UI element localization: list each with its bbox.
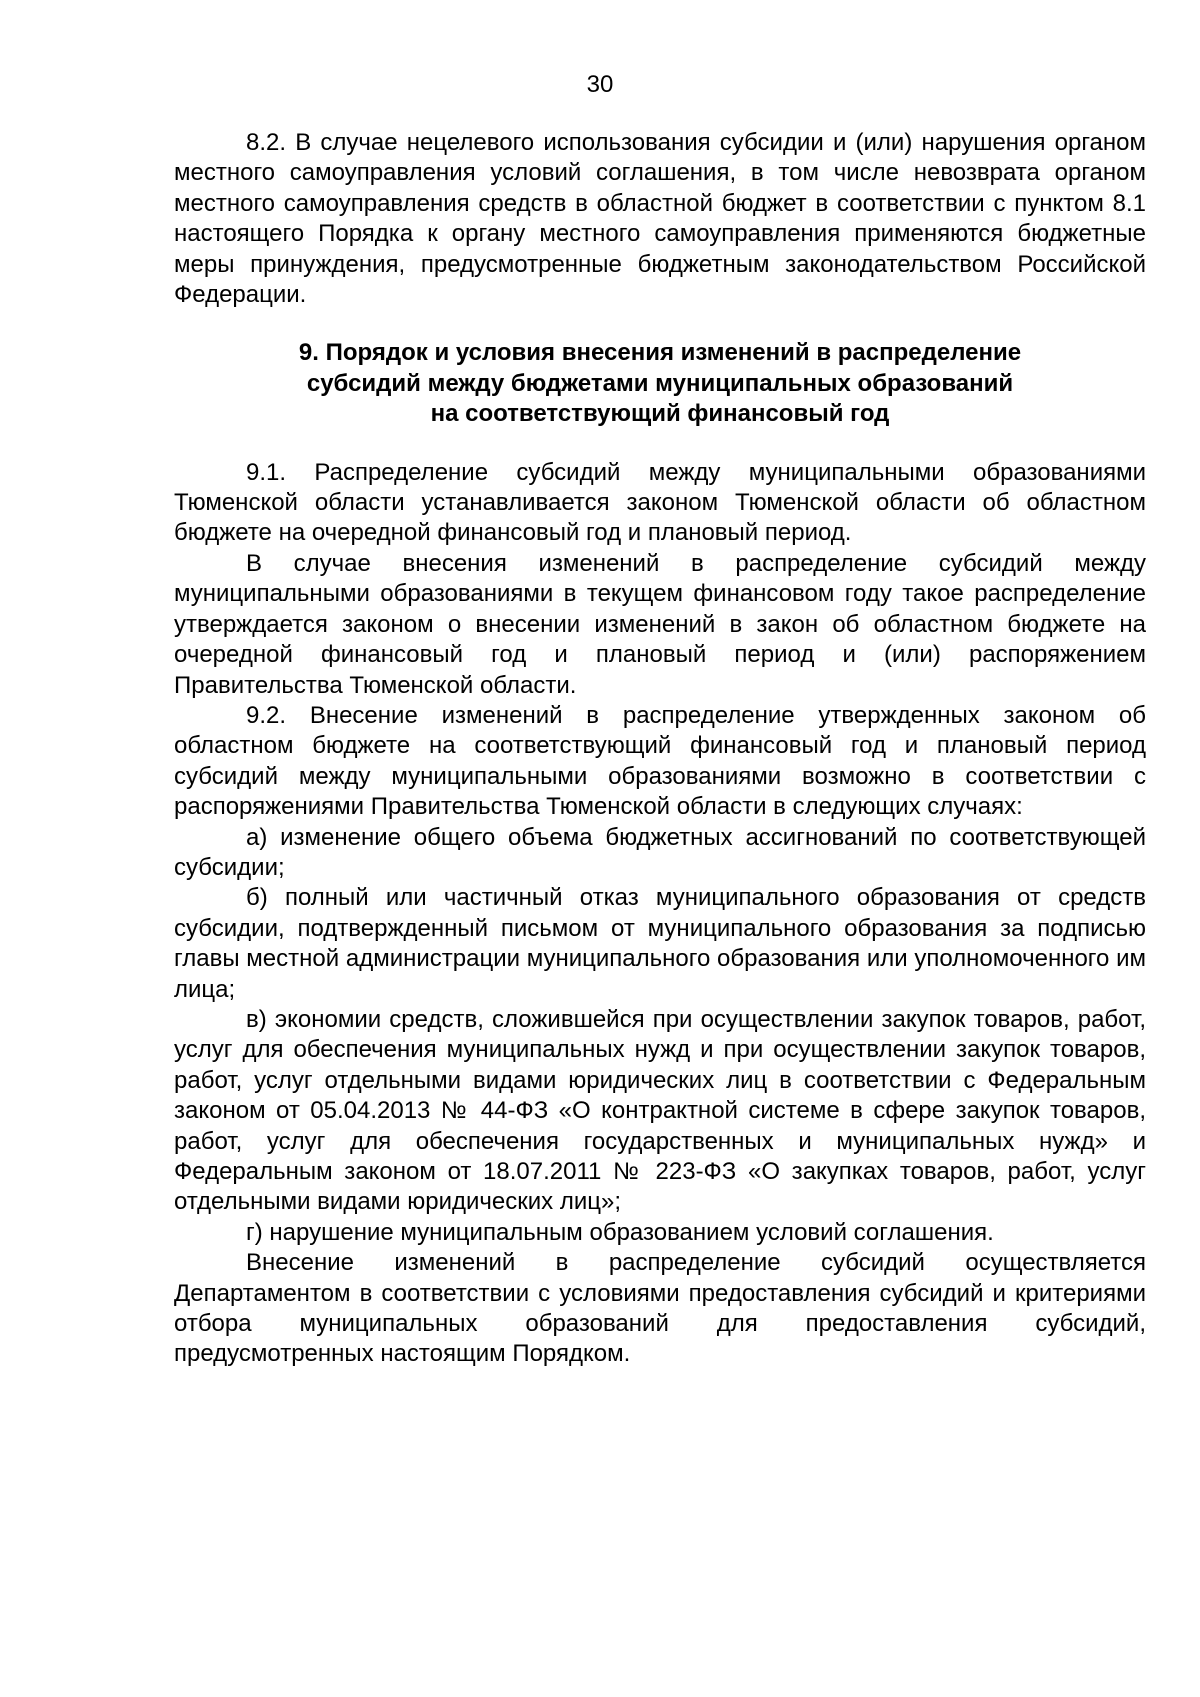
- list-item-v: в) экономии средств, сложившейся при осуществлении закупок товаров, работ, услуг для обеспечения муниципальных нужд и при осуществлении закупок товаров, работ, услуг отдельными видами юридических лиц в соответствии с Федеральным законом от 05.04.2013 № 44-ФЗ «О контрактной системе в сфере закупок товаров, работ, услуг для обеспечения государственных и муниципальных нужд» и Федеральным законом от 18.07.2011 № 223-ФЗ «О закупках товаров, работ, услуг отдельными видами юридических лиц»;: [174, 1005, 1146, 1216]
- document-body: [174, 128, 1146, 1370]
- paragraph-9-2: 9.2. Внесение изменений в распределение утвержденных законом об областном бюджете на соответствующий финансовый год и плановый период субсидий между муниципальными образованиями возможно в соответствии с распоряжениями Правительства Тюменской области в следующих случаях:: [174, 701, 1146, 821]
- paragraph-final: Внесение изменений в распределение субсидий осуществляется Департаментом в соответствии с условиями предоставления субсидий и критериями отбора муниципальных образований для предоставления субсидий, предусмотренных настоящим Порядком.: [174, 1249, 1146, 1368]
- list-item-g: г) нарушение муниципальным образованием условий соглашения.: [246, 1218, 994, 1246]
- paragraph-8-2: 8.2. В случае нецелевого использования субсидии и (или) нарушения органом местного самоуправления условий соглашения, в том числе невозврата органом местного самоуправления средств в областной бюджет в соответствии с пунктом 8.1 настоящего Порядка к органу местного самоуправления применяются бюджетные меры принуждения, предусмотренные бюджетным законодательством Российской Федерации.: [174, 129, 1146, 309]
- section-heading-line: субсидий между бюджетами муниципальных образований: [306, 369, 1014, 397]
- paragraph-9-1-changes: В случае внесения изменений в распределение субсидий между муниципальными образованиями в текущем финансовом году такое распределение утверждается законом о внесении изменений в закон об областном бюджете на очередной финансовый год и плановый период и (или) распоряжением Правительства Тюменской области.: [174, 549, 1146, 699]
- section-heading-line: на соответствующий финансовый год: [430, 400, 890, 428]
- page-number: 30: [586, 71, 614, 98]
- section-9-heading: [174, 338, 1146, 429]
- section-heading-line: 9. Порядок и условия внесения изменений в распределение: [298, 339, 1022, 367]
- list-item-b: б) полный или частичный отказ муниципального образования от средств субсидии, подтвержденный письмом от муниципального образования за подписью главы местной администрации муниципального образования или уполномоченного им лица;: [174, 884, 1146, 1003]
- list-item-a: а) изменение общего объема бюджетных ассигнований по соответствующей субсидии;: [174, 823, 1146, 881]
- paragraph-9-1: 9.1. Распределение субсидий между муниципальными образованиями Тюменской области устанавливается законом Тюменской области об областном бюджете на очередной финансовый год и плановый период.: [174, 458, 1146, 547]
